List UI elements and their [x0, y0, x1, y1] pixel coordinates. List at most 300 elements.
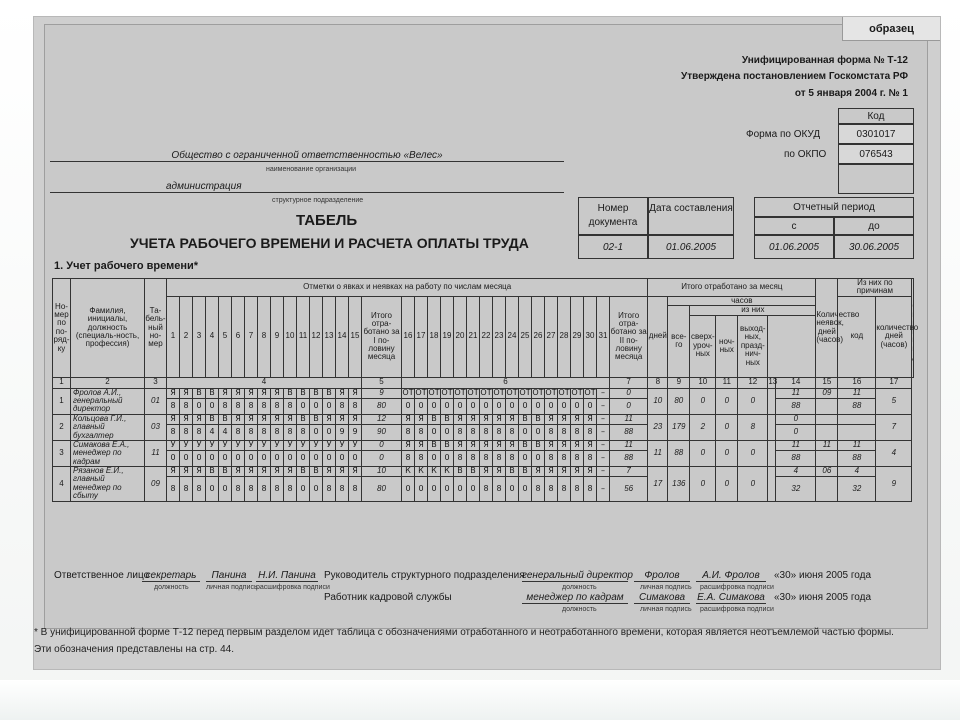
day-mark: Я: [180, 414, 193, 424]
day-hours: 8: [467, 450, 480, 466]
day-hours: 0: [206, 398, 219, 414]
day-mark: В: [506, 467, 519, 477]
day-mark: Я: [532, 467, 545, 477]
day-mark: У: [219, 440, 232, 450]
day-hours: 8: [180, 477, 193, 502]
head-name: А.И. Фролов: [696, 570, 766, 582]
cap-name: расшифровка подписи: [256, 584, 330, 591]
day-hours: 8: [349, 398, 362, 414]
header-row: [53, 279, 914, 297]
half1-days: 0: [362, 440, 402, 450]
half1-days: 9: [362, 388, 402, 398]
cap-signature-3: личная подпись: [640, 606, 692, 613]
day-mark: Я: [349, 414, 362, 424]
reason-hours: [838, 424, 876, 440]
reason-days: 11: [838, 440, 876, 450]
day-hours: 0: [323, 398, 336, 414]
day-hours: 8: [584, 424, 597, 440]
month-days: 17: [648, 467, 668, 502]
col-header-half1: Итого отра-ботано за I по-ловину месяца: [362, 296, 402, 377]
day-mark: –: [597, 467, 610, 477]
day-header: 25: [519, 296, 532, 377]
day-mark: Я: [258, 467, 271, 477]
overtime-hours: 2: [690, 414, 716, 440]
day-hours: 0: [349, 450, 362, 466]
reason-hours: 32: [838, 477, 876, 502]
doc-number-label: Номер документа: [578, 197, 648, 235]
day-mark: У: [323, 440, 336, 450]
hr-name: Е.А. Симакова: [697, 592, 765, 603]
day-mark: ОТ: [506, 387, 518, 397]
day-hours: 0: [467, 398, 480, 414]
day-header: 7: [245, 296, 258, 377]
hr-date: «30» июня 2005 года: [774, 592, 872, 603]
cap-name-3: расшифровка подписи: [700, 606, 774, 613]
day-mark: У: [193, 440, 206, 450]
day-hours: 8: [258, 477, 271, 502]
doc-date-value: 01.06.2005: [648, 235, 734, 259]
col-number: 8: [648, 377, 668, 388]
absence-days: 11: [776, 388, 816, 398]
day-hours: 0: [271, 450, 284, 466]
col-header-code: код: [838, 296, 876, 377]
day-mark: Я: [493, 414, 506, 424]
day-mark: ОТ: [558, 387, 570, 397]
col-number: 2: [71, 377, 145, 388]
day-mark: ОТ: [532, 387, 544, 397]
day-mark: Я: [402, 440, 415, 450]
day-mark: У: [284, 440, 297, 450]
day-header: 5: [219, 296, 232, 377]
day-mark: Я: [323, 414, 336, 424]
cap-signature: личная подпись: [206, 584, 258, 591]
day-header: 10: [284, 296, 297, 377]
day-header: 27: [545, 296, 558, 377]
day-hours: 8: [415, 450, 428, 466]
col-header-count: количество дней (часов): [876, 296, 912, 377]
day-hours: 0: [310, 477, 323, 502]
day-hours: 0: [415, 398, 428, 414]
night-hours: 0: [716, 388, 738, 414]
day-mark: ОТ: [519, 387, 531, 397]
header-row: [53, 296, 914, 305]
day-hours: 0: [441, 424, 454, 440]
doc-title: ТАБЕЛЬ: [296, 212, 358, 229]
reason-code-blank: [816, 424, 838, 440]
day-mark: Я: [323, 467, 336, 477]
half1-days: 10: [362, 467, 402, 477]
day-mark: Я: [584, 414, 597, 424]
day-mark: Я: [545, 440, 558, 450]
head-date: «30» июня 2005 года: [774, 570, 872, 581]
day-header: 21: [467, 296, 480, 377]
responsible-label: Ответственное лицо: [54, 570, 150, 581]
day-mark: ОТ: [571, 387, 583, 397]
day-hours: 8: [571, 477, 584, 502]
half1-hours: 80: [362, 477, 402, 502]
absence-hours: 88: [776, 398, 816, 414]
reason-code: 11: [816, 440, 838, 450]
half2-days: 11: [610, 414, 648, 424]
day-mark: Я: [180, 467, 193, 477]
day-mark: В: [310, 467, 323, 477]
day-hours: 0: [532, 398, 545, 414]
weekend-days: 5: [876, 388, 912, 414]
day-hours: 9: [349, 424, 362, 440]
day-hours: 8: [258, 424, 271, 440]
night-hours: 0: [716, 414, 738, 440]
day-mark: Я: [271, 388, 284, 398]
reason-code: 09: [816, 388, 838, 398]
day-mark: Я: [271, 414, 284, 424]
day-hours: 8: [297, 424, 310, 440]
weekend-days: 4: [876, 440, 912, 466]
day-mark: В: [297, 414, 310, 424]
day-mark: Я: [415, 440, 428, 450]
day-header: 3: [193, 296, 206, 377]
doc-date-label: Дата составления: [648, 197, 734, 235]
cap-name-2: расшифровка подписи: [700, 584, 774, 591]
period-from-label: с: [754, 217, 834, 235]
timesheet-table: [52, 278, 919, 502]
day-hours: 0: [454, 477, 467, 502]
half1-hours: 90: [362, 424, 402, 440]
day-hours: 8: [545, 424, 558, 440]
col-header-extra: [768, 315, 816, 377]
period-to-label: до: [834, 217, 914, 235]
day-hours: 0: [584, 398, 597, 414]
day-mark: Я: [480, 440, 493, 450]
day-mark: Я: [336, 388, 349, 398]
day-mark: ОТ: [402, 387, 414, 397]
col-header-tab: Та-бель-ный но-мер: [145, 279, 167, 378]
month-days: 23: [648, 414, 668, 440]
table-row: [53, 450, 914, 456]
day-hours: 8: [167, 477, 180, 502]
day-mark: В: [428, 414, 441, 424]
absence-days: 4: [776, 467, 816, 477]
day-mark: У: [232, 440, 245, 450]
day-mark: В: [441, 440, 454, 450]
day-mark: В: [206, 467, 219, 477]
day-hours: 8: [167, 398, 180, 414]
col-number: 6: [402, 377, 610, 388]
employee-name: Рязанов Е.И., главный менеджер по сбыту: [71, 467, 145, 502]
day-mark: У: [167, 440, 180, 450]
absence-days: 11: [776, 440, 816, 450]
day-hours: 0: [323, 450, 336, 466]
col-number: 13: [768, 377, 778, 387]
day-header: 26: [532, 296, 545, 377]
col-number: 9: [668, 377, 690, 388]
day-mark: У: [245, 440, 258, 450]
day-hours: 8: [245, 398, 258, 414]
day-mark: Я: [571, 440, 584, 450]
extra-cell: [768, 440, 776, 466]
day-hours: 0: [480, 398, 493, 414]
day-hours: –: [597, 450, 610, 466]
day-mark: Я: [402, 414, 415, 424]
day-hours: 8: [336, 477, 349, 502]
day-header: 8: [258, 296, 271, 377]
day-mark: Я: [180, 388, 193, 398]
period-from-value: 01.06.2005: [754, 235, 834, 259]
head-label: Руководитель структурного подразделения: [324, 570, 525, 581]
day-mark: Я: [258, 388, 271, 398]
reason-code-blank: [816, 450, 838, 466]
day-hours: 0: [493, 398, 506, 414]
day-mark: Я: [558, 414, 571, 424]
day-mark: К: [428, 467, 441, 477]
cap-signature-2: личная подпись: [640, 584, 692, 591]
day-mark: Я: [336, 414, 349, 424]
overtime-hours: 0: [690, 467, 716, 502]
org-name-caption: наименование организации: [266, 166, 357, 173]
half1-days: 12: [362, 414, 402, 424]
day-hours: 8: [584, 477, 597, 502]
day-mark: В: [519, 467, 532, 477]
code-header: Код: [838, 108, 914, 124]
day-hours: 8: [480, 450, 493, 466]
day-hours: 8: [245, 424, 258, 440]
day-mark: В: [297, 388, 310, 398]
day-mark: ОТ: [545, 387, 557, 397]
month-hours-total: 88: [668, 440, 690, 466]
absence-hours: 88: [776, 450, 816, 466]
reason-hours: 88: [838, 398, 876, 414]
day-mark: Я: [571, 467, 584, 477]
day-mark: Я: [506, 440, 519, 450]
employee-name: Симакова Е.А., менеджер по кадрам: [71, 440, 145, 466]
day-hours: 0: [310, 424, 323, 440]
month-days: 11: [648, 440, 668, 466]
employee-name: Фролов А.И., генеральный директор: [71, 388, 145, 414]
day-hours: 0: [506, 477, 519, 502]
day-hours: 8: [219, 398, 232, 414]
day-hours: 8: [193, 477, 206, 502]
day-mark: Я: [232, 467, 245, 477]
day-mark: В: [454, 467, 467, 477]
day-hours: 8: [493, 477, 506, 502]
day-hours: 0: [323, 424, 336, 440]
day-hours: 8: [558, 477, 571, 502]
day-mark: Я: [193, 414, 206, 424]
day-mark: У: [206, 440, 219, 450]
bottom-band: [0, 680, 960, 720]
col-number: 15: [816, 377, 838, 388]
day-mark: ОТ: [467, 387, 479, 397]
table-row: [53, 477, 914, 492]
day-mark: Я: [480, 414, 493, 424]
day-hours: 8: [493, 424, 506, 440]
day-hours: 0: [467, 477, 480, 502]
day-mark: –: [597, 388, 610, 398]
day-mark: Я: [493, 440, 506, 450]
half2-days: 7: [610, 467, 648, 477]
half2-hours: 88: [610, 424, 648, 440]
day-hours: 8: [245, 477, 258, 502]
half2-hours: 88: [610, 450, 648, 466]
day-mark: В: [206, 414, 219, 424]
okpo-label: по ОКПО: [784, 149, 827, 160]
day-hours: 0: [180, 450, 193, 466]
day-hours: 0: [532, 450, 545, 466]
day-hours: –: [597, 424, 610, 440]
day-mark: –: [597, 440, 610, 450]
holiday-hours: 8: [738, 414, 768, 440]
day-hours: 0: [571, 398, 584, 414]
day-hours: 0: [428, 424, 441, 440]
day-mark: Я: [545, 414, 558, 424]
day-mark: В: [428, 440, 441, 450]
reason-code: [816, 414, 838, 424]
day-mark: В: [219, 467, 232, 477]
okud-value: 0301017: [838, 124, 914, 144]
responsible-signature: Панина: [206, 570, 252, 582]
half2-days: 0: [610, 388, 648, 398]
org-name: Общество с ограниченной ответственностью «Велес»: [50, 150, 564, 162]
day-mark: Я: [467, 440, 480, 450]
col-number: 5: [362, 377, 402, 388]
col-number: 16: [838, 377, 876, 388]
day-mark: ОТ: [415, 387, 427, 397]
day-mark: Я: [454, 414, 467, 424]
day-mark: Я: [193, 467, 206, 477]
day-hours: 0: [219, 477, 232, 502]
day-header: 29: [571, 296, 584, 377]
absence-hours: 32: [776, 477, 816, 502]
row-number: 1: [53, 388, 71, 414]
day-mark: Я: [245, 467, 258, 477]
day-hours: 0: [441, 398, 454, 414]
day-hours: 0: [532, 424, 545, 440]
day-mark: В: [532, 414, 545, 424]
day-header: 17: [415, 296, 428, 377]
day-hours: 0: [336, 450, 349, 466]
day-mark: Я: [336, 467, 349, 477]
footnote: * В унифицированной форме Т-12 перед первым разделом идет таблица с обозначениями отработанного и неотработанного времени, которая является неотъемлемой частью формы. Эти обозначения представлены на стр. 44.: [34, 627, 894, 655]
overtime-hours: 0: [690, 388, 716, 414]
day-hours: 8: [180, 398, 193, 414]
col-number: 7: [610, 377, 648, 388]
day-mark: –: [597, 414, 610, 424]
day-hours: 8: [258, 398, 271, 414]
day-header: 13: [323, 296, 336, 377]
cap-position-3: должность: [562, 606, 597, 613]
day-header: 18: [428, 296, 441, 377]
approval-line: Утверждена постановлением Госкомстата РФ: [681, 71, 908, 82]
month-hours-total: 80: [668, 388, 690, 414]
day-header: 16: [402, 296, 415, 377]
day-hours: –: [597, 477, 610, 502]
day-hours: 8: [284, 398, 297, 414]
day-mark: Я: [584, 467, 597, 477]
day-hours: 8: [415, 424, 428, 440]
day-header: 19: [441, 296, 454, 377]
day-header: 20: [454, 296, 467, 377]
day-hours: 8: [402, 450, 415, 466]
day-mark: У: [271, 440, 284, 450]
head-position: генеральный директор: [522, 570, 633, 581]
reason-code-blank: [816, 477, 838, 502]
day-mark: В: [441, 414, 454, 424]
period-to-value: 30.06.2005: [834, 235, 914, 259]
day-hours: 0: [428, 398, 441, 414]
col-header-days: дней: [648, 296, 668, 377]
day-hours: 0: [519, 424, 532, 440]
col-header-num: Но-мер по по-ряд-ку: [53, 279, 71, 378]
day-mark: В: [219, 414, 232, 424]
day-header: 12: [310, 296, 323, 377]
day-mark: Я: [349, 467, 362, 477]
month-hours-total: 179: [668, 414, 690, 440]
day-hours: 8: [193, 424, 206, 440]
dept-name: администрация: [50, 181, 564, 193]
weekend-days: 9: [876, 467, 912, 502]
col-header-half2: Итого отра-ботано за II по-ловину месяца: [610, 296, 648, 377]
day-header: 2: [180, 296, 193, 377]
day-hours: 0: [558, 398, 571, 414]
month-hours-total: 136: [668, 467, 690, 502]
day-mark: У: [180, 440, 193, 450]
okpo-value: 076543: [838, 144, 914, 164]
period-title: Отчетный период: [754, 197, 914, 217]
day-hours: 8: [467, 424, 480, 440]
day-mark: В: [519, 440, 532, 450]
day-hours: 0: [193, 450, 206, 466]
day-mark: Я: [493, 467, 506, 477]
day-hours: 8: [571, 424, 584, 440]
day-hours: 8: [180, 424, 193, 440]
day-hours: 8: [232, 398, 245, 414]
day-mark: Я: [480, 467, 493, 477]
day-hours: 0: [519, 450, 532, 466]
half1-hours: 80: [362, 398, 402, 414]
day-hours: 0: [297, 477, 310, 502]
day-hours: 8: [349, 477, 362, 502]
day-hours: 0: [258, 450, 271, 466]
day-header: 6: [232, 296, 245, 377]
day-hours: 8: [232, 424, 245, 440]
day-hours: 8: [336, 398, 349, 414]
day-hours: 0: [206, 450, 219, 466]
code-empty-cell: [838, 164, 914, 194]
reason-days: [838, 414, 876, 424]
month-days: 10: [648, 388, 668, 414]
day-hours: 8: [454, 424, 467, 440]
day-hours: 8: [480, 477, 493, 502]
day-mark: ОТ: [493, 387, 505, 397]
hr-position: менеджер по кадрам: [522, 592, 628, 604]
tab-number: 11: [145, 440, 167, 466]
tab-number: 01: [145, 388, 167, 414]
day-header: 9: [271, 296, 284, 377]
day-hours: 0: [415, 477, 428, 502]
reason-code: 06: [816, 467, 838, 477]
doc-number-value: 02-1: [578, 235, 648, 259]
extra-cell: [768, 414, 776, 440]
day-hours: 4: [219, 424, 232, 440]
day-mark: В: [519, 414, 532, 424]
day-mark: Я: [284, 414, 297, 424]
day-mark: Я: [349, 388, 362, 398]
day-hours: 8: [571, 450, 584, 466]
row-number: 3: [53, 440, 71, 466]
day-header: 1: [167, 296, 180, 377]
day-hours: 8: [545, 450, 558, 466]
day-hours: 0: [310, 398, 323, 414]
day-mark: У: [297, 440, 310, 450]
